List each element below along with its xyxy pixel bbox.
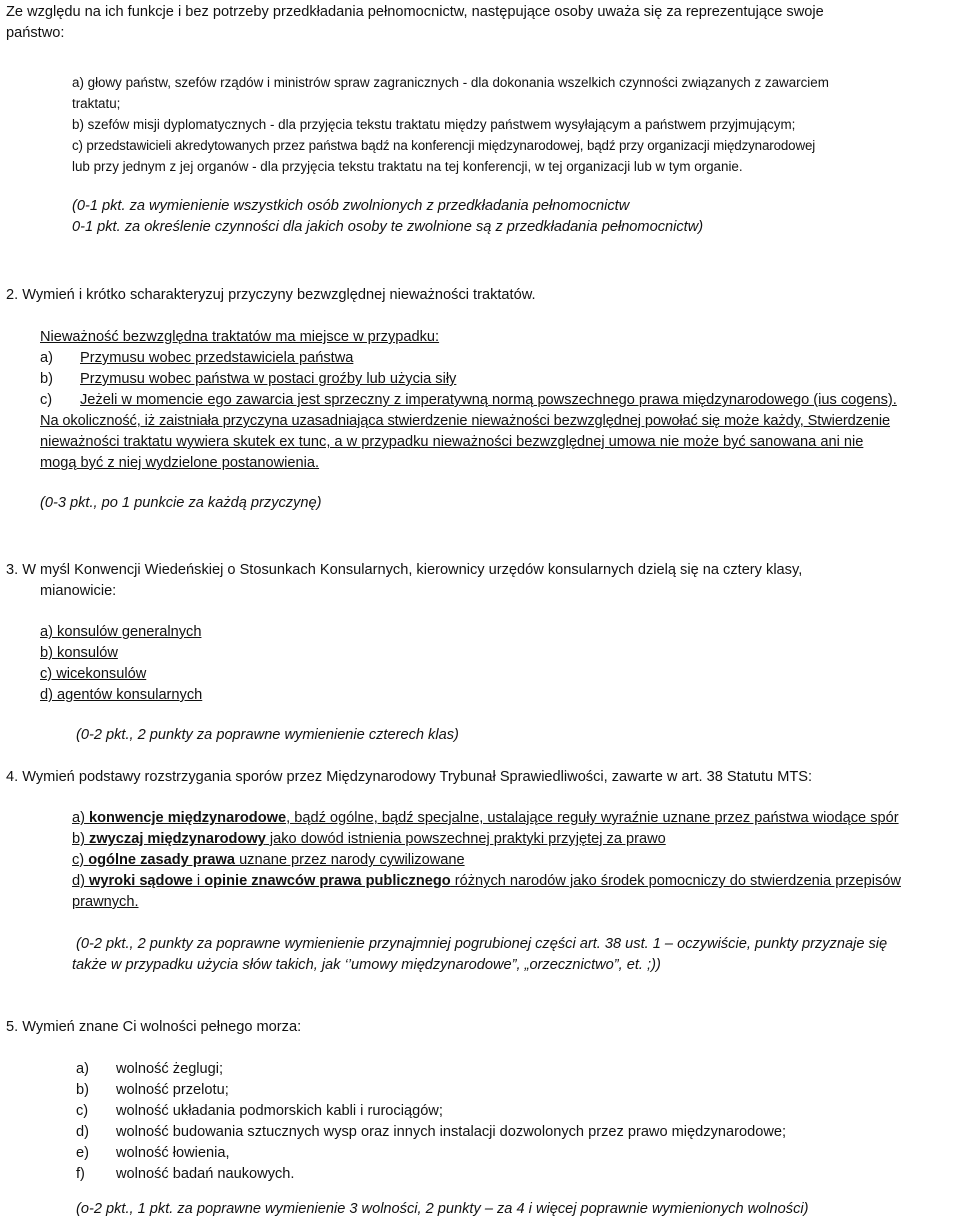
q5-item-b-text: wolność przelotu;	[116, 1082, 229, 1098]
q3-question-line-2: mianowicie:	[40, 583, 117, 599]
q4-item-c	[72, 850, 465, 871]
q4-item-d	[72, 871, 901, 892]
q5-item-d	[76, 1122, 786, 1143]
intro-item-b: b) szefów misji dyplomatycznych - dla przyjęcia tekstu traktatu między państwem wysyłającym a państwem przyjmującym;	[72, 117, 796, 132]
q2-item-b-text: Przymusu wobec państwa w postaci groźby lub użycia siły	[80, 371, 457, 387]
q4-question: 4. Wymień podstawy rozstrzygania sporów przez Międzynarodowy Trybunał Sprawiedliwości, zawarte w art. 38 Statutu MTS:	[6, 769, 813, 785]
q4-item-d-rest: różnych narodów jako środek pomocniczy do stwierdzenia przepisów	[450, 873, 901, 889]
q2-note-line-2: nieważności traktatu wywiera skutek ex tunc, a w przypadku nieważności bezwzględnej umowa nie może być sanowana ani nie	[40, 434, 864, 450]
q4-item-d-line-2: prawnych.	[72, 894, 139, 910]
q5-item-a-marker: a)	[76, 1061, 89, 1077]
intro-line-2: państwo:	[6, 25, 65, 41]
q5-item-a-text: wolność żeglugi;	[116, 1061, 224, 1077]
q2-item-b-marker: b)	[40, 371, 53, 387]
q4-item-d-bold-2: opinie znawców prawa publicznego	[204, 873, 451, 889]
q4-score-line-1: (0-2 pkt., 2 punkty za poprawne wymienienie przynajmniej pogrubionej części art. 38 ust. 1 – oczywiście, punkty przyznaje się	[76, 936, 888, 952]
q5-item-c-text: wolność układania podmorskich kabli i rurociągów;	[116, 1103, 443, 1119]
intro-score-line-2: 0-1 pkt. za określenie czynności dla jakich osoby te zwolnione są z przedkładania pełnomocnictw)	[72, 219, 704, 235]
q2-score: (0-3 pkt., po 1 punkcie za każdą przyczynę)	[40, 495, 322, 511]
q2-note-line-3: mogą być z niej wydzielone postanowienia.	[40, 455, 320, 471]
q5-item-f-text: wolność badań naukowych.	[116, 1166, 295, 1182]
q4-item-b	[72, 829, 666, 850]
q2-item-b	[40, 369, 456, 390]
q4-item-c-rest: uznane przez narody cywilizowane	[235, 852, 465, 868]
q3-item-c: c) wicekonsulów	[40, 666, 147, 682]
q4-item-d-bold-1: wyroki sądowe	[89, 873, 193, 889]
q4-item-b-rest: jako dowód istnienia powszechnej praktyki przyjętej za prawo	[265, 831, 666, 847]
q2-item-a	[40, 348, 353, 369]
q4-item-a-rest: , bądź ogólne, bądź specjalne, ustalające reguły wyraźnie uznane przez państwa wiodące spór	[286, 810, 899, 826]
q4-item-c-bold: ogólne zasady prawa	[88, 852, 236, 868]
q4-item-a-bold: konwencje międzynarodowe	[89, 810, 287, 826]
intro-line-1: Ze względu na ich funkcje i bez potrzeby przedkładania pełnomocnictw, następujące osoby uważa się za reprezentujące swoje	[6, 4, 824, 20]
q5-item-d-text: wolność budowania sztucznych wysp oraz innych instalacji dozwolonych przez prawo międzynarodowe;	[116, 1124, 787, 1140]
q4-item-c-marker: c)	[72, 852, 89, 868]
q5-score: (o-2 pkt., 1 pkt. za poprawne wymienienie 3 wolności, 2 punkty – za 4 i więcej poprawnie wymienionych wolności)	[76, 1201, 809, 1217]
intro-item-a-line-1: a) głowy państw, szefów rządów i ministrów spraw zagranicznych - dla dokonania wszelkich czynności związanych z zawarciem	[72, 75, 829, 90]
q2-note-line-1: Na okoliczność, iż zaistniała przyczyna uzasadniająca stwierdzenie nieważności bezwzględnej powołać się może każdy, Stwierdzenie	[40, 413, 891, 429]
intro-item-c-line-1: c) przedstawicieli akredytowanych przez państwa bądź na konferencji międzynarodowej, bądź przy organizacji międzynarodowej	[72, 138, 816, 153]
q5-item-a	[76, 1059, 223, 1080]
q4-item-d-mid: i	[192, 873, 205, 889]
q4-item-d-marker: d)	[72, 873, 90, 889]
q2-item-a-marker: a)	[40, 350, 53, 366]
q4-item-a	[72, 808, 899, 829]
q5-item-e-marker: e)	[76, 1145, 89, 1161]
q2-item-a-text: Przymusu wobec przedstawiciela państwa	[80, 350, 354, 366]
q5-item-e	[76, 1143, 230, 1164]
q5-item-b	[76, 1080, 229, 1101]
q4-score-line-2: także w przypadku użycia słów takich, jak ‘’umowy międzynarodowe”, „orzecznictwo”, et. ;))	[72, 957, 661, 973]
q5-item-d-marker: d)	[76, 1124, 89, 1140]
q5-question: 5. Wymień znane Ci wolności pełnego morza:	[6, 1019, 302, 1035]
q3-question-line-1: 3. W myśl Konwencji Wiedeńskiej o Stosunkach Konsularnych, kierownicy urzędów konsularnych dzielą się na cztery klasy,	[6, 562, 803, 578]
q4-item-b-bold: zwyczaj międzynarodowy	[89, 831, 266, 847]
q2-item-c	[40, 390, 897, 411]
q5-item-f-marker: f)	[76, 1166, 85, 1182]
q3-item-b: b) konsulów	[40, 645, 118, 661]
q2-question: 2. Wymień i krótko scharakteryzuj przyczyny bezwzględnej nieważności traktatów.	[6, 287, 536, 303]
q2-item-c-text: Jeżeli w momencie ego zawarcia jest sprzeczny z imperatywną normą powszechnego prawa międzynarodowego (ius cogens).	[80, 392, 897, 408]
q3-item-a: a) konsulów generalnych	[40, 624, 202, 640]
q2-lead: Nieważność bezwzględna traktatów ma miejsce w przypadku:	[40, 329, 440, 345]
q5-item-b-marker: b)	[76, 1082, 89, 1098]
q3-item-d: d) agentów konsularnych	[40, 687, 203, 703]
intro-item-c-line-2: lub przy jednym z jej organów - dla przyjęcia tekstu traktatu na tej konferencji, w tej organizacji lub w tym organie.	[72, 159, 743, 174]
intro-item-a-line-2: traktatu;	[72, 96, 121, 111]
q3-score: (0-2 pkt., 2 punkty za poprawne wymienienie czterech klas)	[76, 727, 459, 743]
q5-item-f	[76, 1164, 294, 1185]
q5-item-c	[76, 1101, 443, 1122]
q4-item-b-marker: b)	[72, 831, 90, 847]
intro-score-line-1: (0-1 pkt. za wymienienie wszystkich osób zwolnionych z przedkładania pełnomocnictw	[72, 198, 630, 214]
q5-item-e-text: wolność łowienia,	[116, 1145, 230, 1161]
q2-item-c-marker: c)	[40, 392, 53, 408]
q4-item-a-marker: a)	[72, 810, 90, 826]
q5-item-c-marker: c)	[76, 1103, 89, 1119]
